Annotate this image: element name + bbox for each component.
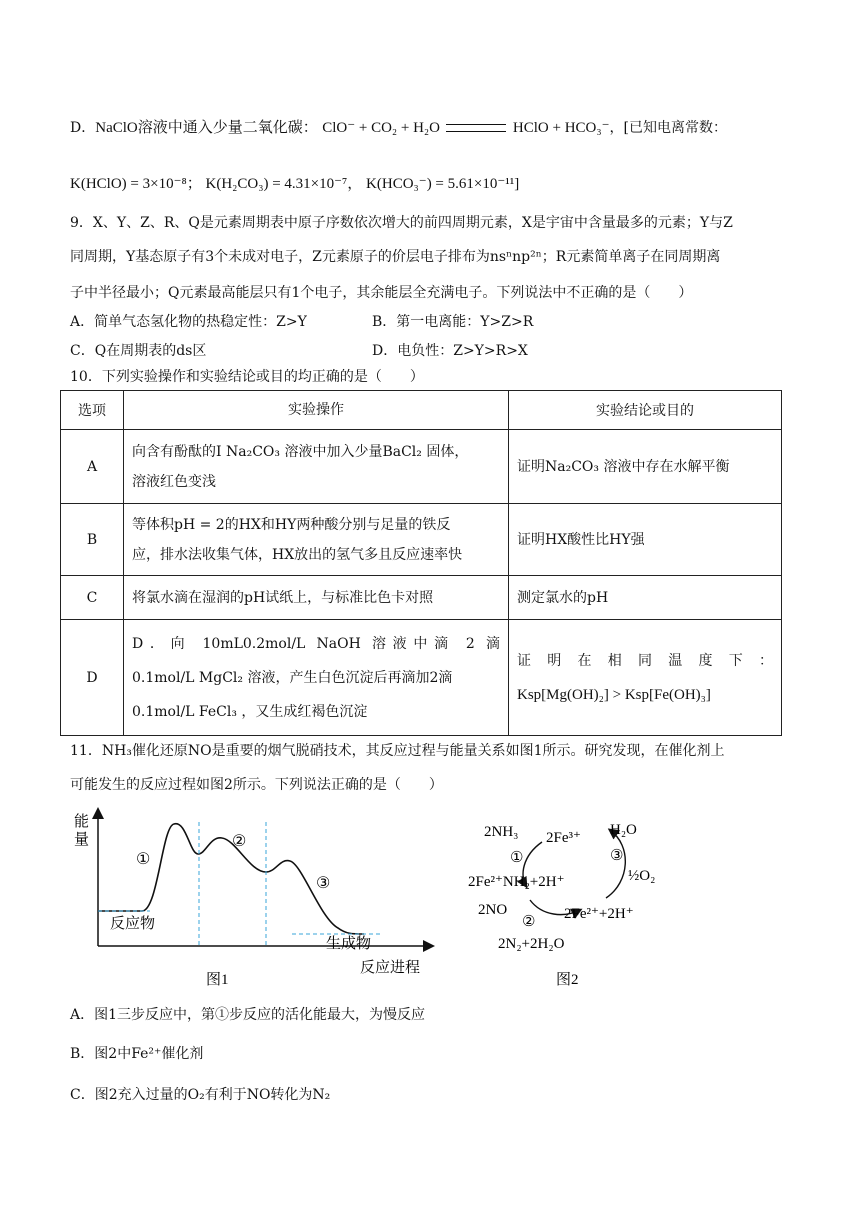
q8-d-label: D．: [70, 120, 96, 136]
row-option: B: [61, 504, 124, 576]
conclusion-line: 证明在相同温度下：: [517, 652, 773, 669]
operation-line: 等体积pH = 2的HX和HY两种酸分别与足量的铁反: [132, 516, 451, 533]
table-row: [61, 430, 782, 504]
fig2-caption: 图2: [556, 972, 579, 988]
q8-constants: K(HClO) = 3×10⁻⁸； K(H₂CO₃) = 4.31×10⁻⁷， K(HCO₃⁻) = 5.61×10⁻¹¹]: [70, 176, 520, 192]
fig1-caption: 图1: [206, 972, 229, 986]
q9-stem-line3: 子中半径最小；Q元素最高能层只有1个电子，其余能层全充满电子。下列说法中不正确的是（ ）: [70, 285, 693, 301]
q9-stem-line2: 同周期，Y基态原子有3个未成对电子，Z元素原子的价层电子排布为nsⁿnp²ⁿ；R元素简单离子在同周期离: [70, 249, 721, 265]
operation-line: D．向 10mL0.2mol/L NaOH 溶液中滴 2 滴: [132, 635, 500, 652]
row-operation: 将氯水滴在湿润的pH试纸上，与标准比色卡对照: [124, 576, 509, 620]
q8-d-text: NaClO溶液中通入少量二氧化碳：: [95, 120, 318, 136]
row-option: A: [61, 430, 124, 504]
header-conclusion: 实验结论或目的: [509, 391, 782, 430]
q11-option-a: A．图1三步反应中，第①步反应的活化能最大，为慢反应: [70, 1007, 426, 1023]
q8-equation-lhs: ClO⁻ + CO₂ + H₂O: [322, 120, 440, 136]
operation-line: 应，排水法收集气体，HX放出的氢气多且反应速率快: [132, 546, 463, 563]
q11-option-b: B．图2中Fe²⁺催化剂: [70, 1046, 204, 1062]
q9-option-a: A．简单气态氢化物的热稳定性：Z>Y: [70, 314, 307, 330]
equilibrium-sign: [446, 124, 506, 132]
fig1-xlabel: 反应进程: [360, 960, 421, 976]
fig2-step3: ③: [610, 848, 624, 864]
fig2-step1: ①: [510, 850, 524, 866]
q8-k-hco3: K(HCO₃⁻) = 5.61×10⁻¹¹: [366, 176, 515, 192]
q9-option-d: D．电负性：Z>Y>R>X: [372, 343, 528, 359]
fig1-ylabel-top: 能: [74, 814, 90, 830]
row-conclusion: 证明HX酸性比HY强: [509, 504, 782, 576]
fig2-fe3: 2Fe³⁺: [546, 830, 581, 846]
fig2-no: 2NO: [478, 902, 508, 918]
table-row: [61, 576, 782, 620]
q8-note-head: ，[已知电离常数：: [609, 120, 727, 136]
q8-k-h2co3: K(H₂CO₃) = 4.31×10⁻⁷: [205, 176, 348, 192]
figure-1-energy-diagram: [70, 806, 440, 986]
q8-equation-rhs: HClO + HCO₃⁻: [512, 120, 610, 136]
q10-stem: 10．下列实验操作和实验结论或目的均正确的是（ ）: [70, 369, 424, 385]
q9-option-b: B．第一电离能：Y>Z>R: [372, 314, 534, 330]
table-header-row: [61, 391, 782, 430]
q9-option-c: C．Q在周期表的ds区: [70, 343, 207, 359]
table-row: [61, 620, 782, 736]
fig1-step2-label: ②: [232, 833, 247, 850]
header-operation: 实验操作: [124, 391, 509, 430]
row-option: C: [61, 576, 124, 620]
fig2-fe2: 2Fe²⁺+2H⁺: [564, 906, 634, 922]
operation-line: 溶液红色变浅: [132, 473, 216, 490]
q11-stem-line2: 可能发生的反应过程如图2所示。下列说法正确的是（ ）: [70, 777, 443, 793]
fig1-reactant-label: 反应物: [110, 916, 156, 932]
figure-2-catalytic-cycle: [460, 806, 700, 990]
operation-line: 0.1mol/L MgCl₂ 溶液，产生白色沉淀后再滴加2滴: [132, 669, 453, 686]
row-operation: [124, 504, 509, 576]
fig2-intermediate: 2Fe²⁺NH₂+2H⁺: [468, 874, 565, 890]
q9-stem-line1: 9．X、Y、Z、R、Q是元素周期表中原子序数依次增大的前四周期元素，X是宇宙中含量最多的元素；Y与Z: [70, 215, 733, 231]
row-operation: [124, 430, 509, 504]
row-conclusion: 证明Na₂CO₃ 溶液中存在水解平衡: [509, 430, 782, 504]
fig1-ylabel-bottom: 量: [74, 832, 90, 848]
fig2-h2o: H₂O: [610, 822, 637, 838]
row-conclusion: 测定氯水的pH: [509, 576, 782, 620]
fig2-step2: ②: [522, 914, 536, 930]
q10-table: [60, 390, 782, 736]
row-operation: [124, 620, 509, 736]
operation-line: 向含有酚酞的Ⅰ Na₂CO₃ 溶液中加入少量BaCl₂ 固体，: [132, 443, 469, 460]
q8-k-hclo: K(HClO) = 3×10⁻⁸: [70, 176, 187, 192]
fig2-nh3: 2NH₃: [484, 824, 519, 840]
q11-stem-line1: 11．NH₃催化还原NO是重要的烟气脱硝技术，其反应过程与能量关系如图1所示。研究发现，在催化剂上: [70, 743, 725, 759]
fig1-step3-label: ③: [316, 875, 331, 892]
conclusion-line: Ksp[Mg(OH)₂] > Ksp[Fe(OH)₃]: [517, 686, 711, 703]
table-row: [61, 504, 782, 576]
fig2-o2: ½O₂: [628, 868, 656, 884]
q8-option-d: [70, 116, 727, 137]
row-conclusion: [509, 620, 782, 736]
fig2-n2: 2N₂+2H₂O: [498, 936, 565, 952]
operation-line: 0.1mol/L FeCl₃ ，又生成红褐色沉淀: [132, 703, 368, 720]
row-option: D: [61, 620, 124, 736]
fig1-product-label: 生成物: [326, 936, 372, 952]
fig2-cycle-arc-right: [606, 830, 625, 898]
fig1-step1-label: ①: [136, 851, 151, 868]
header-option: 选项: [61, 391, 124, 430]
q11-option-c: C．图2充入过量的O₂有利于NO转化为N₂: [70, 1087, 331, 1103]
